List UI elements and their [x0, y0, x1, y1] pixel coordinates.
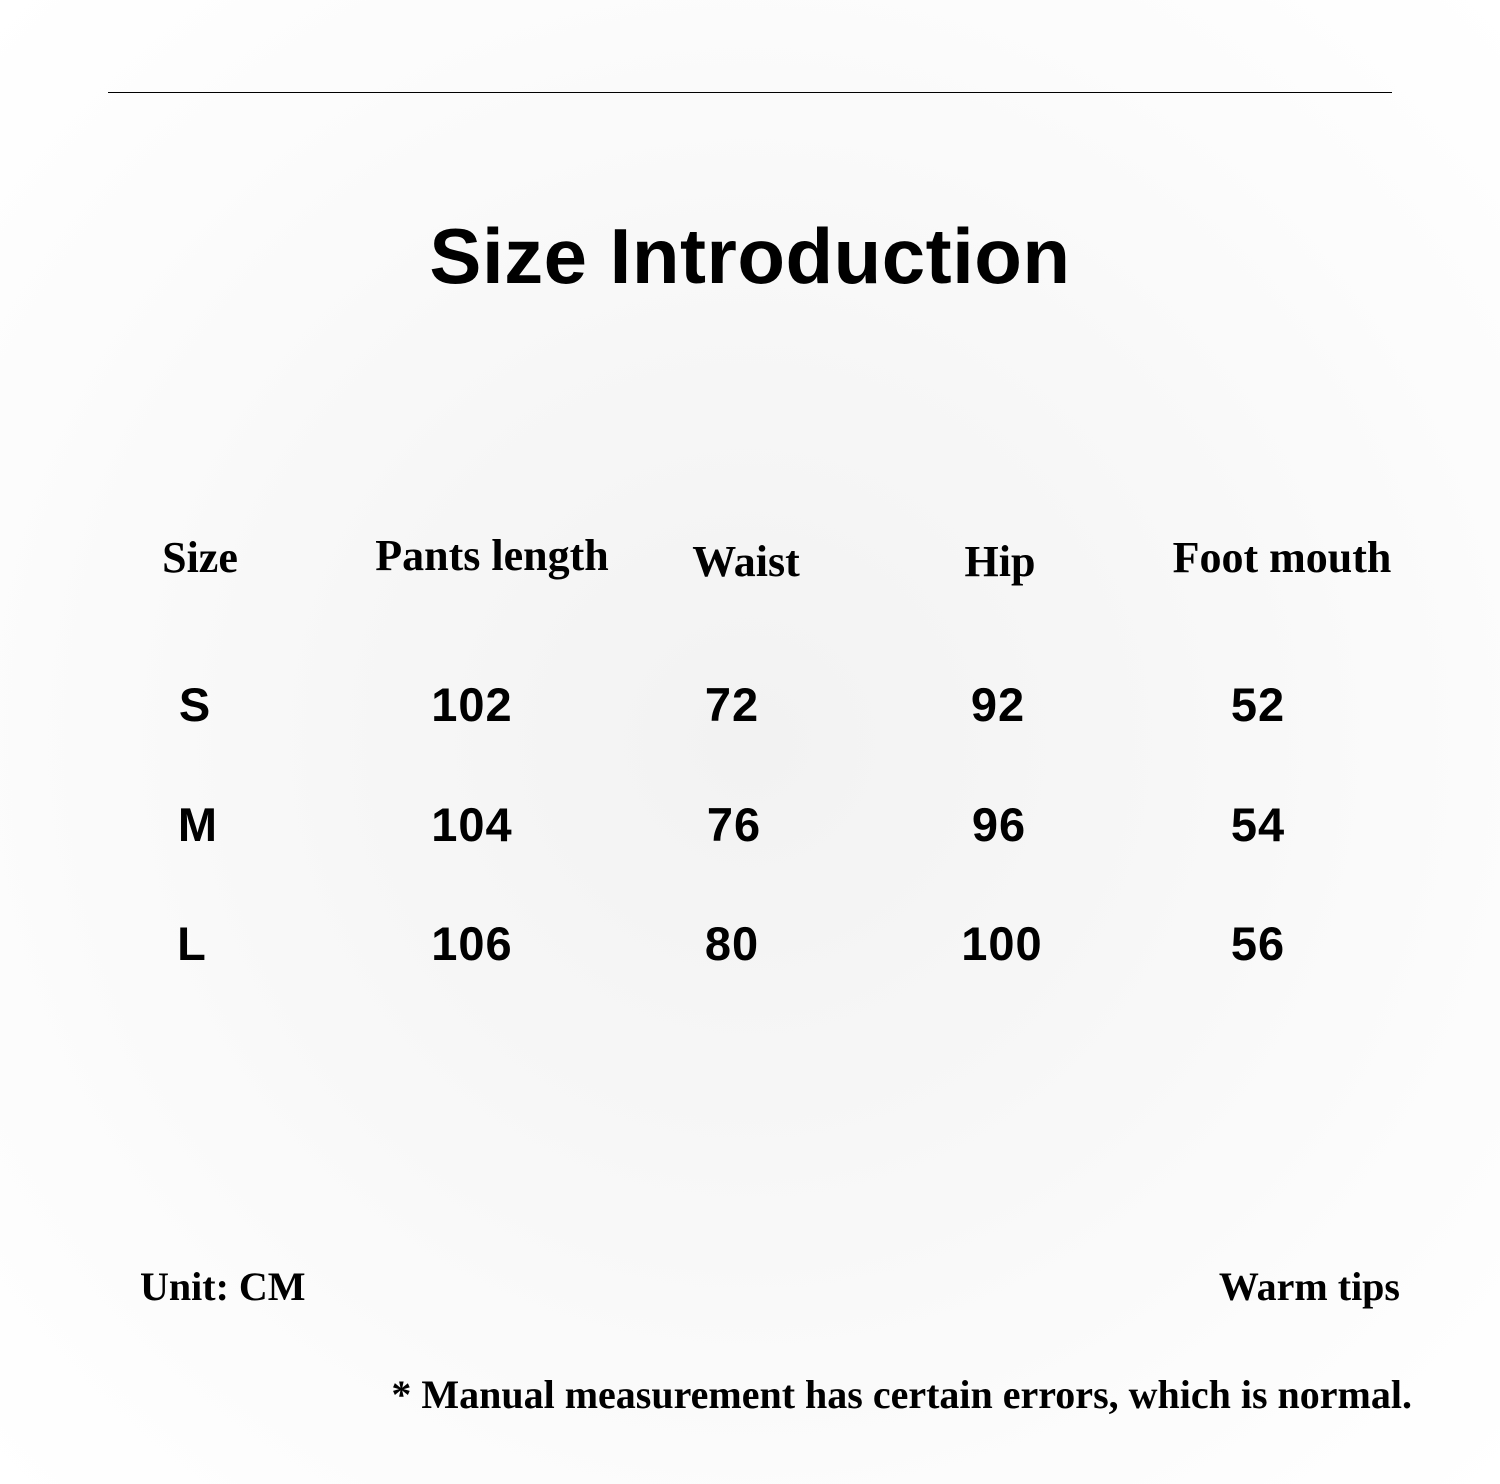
- waist-cell: 76: [706, 798, 762, 851]
- size-cell: S: [178, 678, 212, 731]
- size-cell: M: [177, 798, 219, 851]
- header-pants-length: Pants length: [375, 531, 609, 580]
- unit-label: Unit: CM: [140, 1264, 306, 1309]
- top-divider: [108, 92, 1392, 93]
- header-foot-mouth: Foot mouth: [1172, 533, 1392, 582]
- pants-length-cell: 102: [431, 678, 513, 731]
- header-waist: Waist: [692, 537, 800, 586]
- header-hip: Hip: [964, 537, 1036, 586]
- hip-cell: 96: [971, 798, 1027, 851]
- hip-cell: 92: [970, 678, 1026, 731]
- foot-mouth-cell: 52: [1230, 678, 1286, 731]
- size-cell: L: [177, 917, 207, 970]
- foot-mouth-cell: 56: [1230, 917, 1286, 970]
- foot-mouth-cell: 54: [1230, 798, 1286, 851]
- pants-length-cell: 104: [431, 798, 513, 851]
- measurement-note: * Manual measurement has certain errors, which is normal.: [391, 1372, 1412, 1417]
- waist-cell: 72: [704, 678, 760, 731]
- waist-cell: 80: [704, 917, 760, 970]
- hip-cell: 100: [961, 917, 1043, 970]
- warm-tips-label: Warm tips: [1218, 1264, 1400, 1309]
- pants-length-cell: 106: [431, 917, 513, 970]
- header-size: Size: [162, 533, 238, 582]
- page-title: Size Introduction: [429, 212, 1071, 300]
